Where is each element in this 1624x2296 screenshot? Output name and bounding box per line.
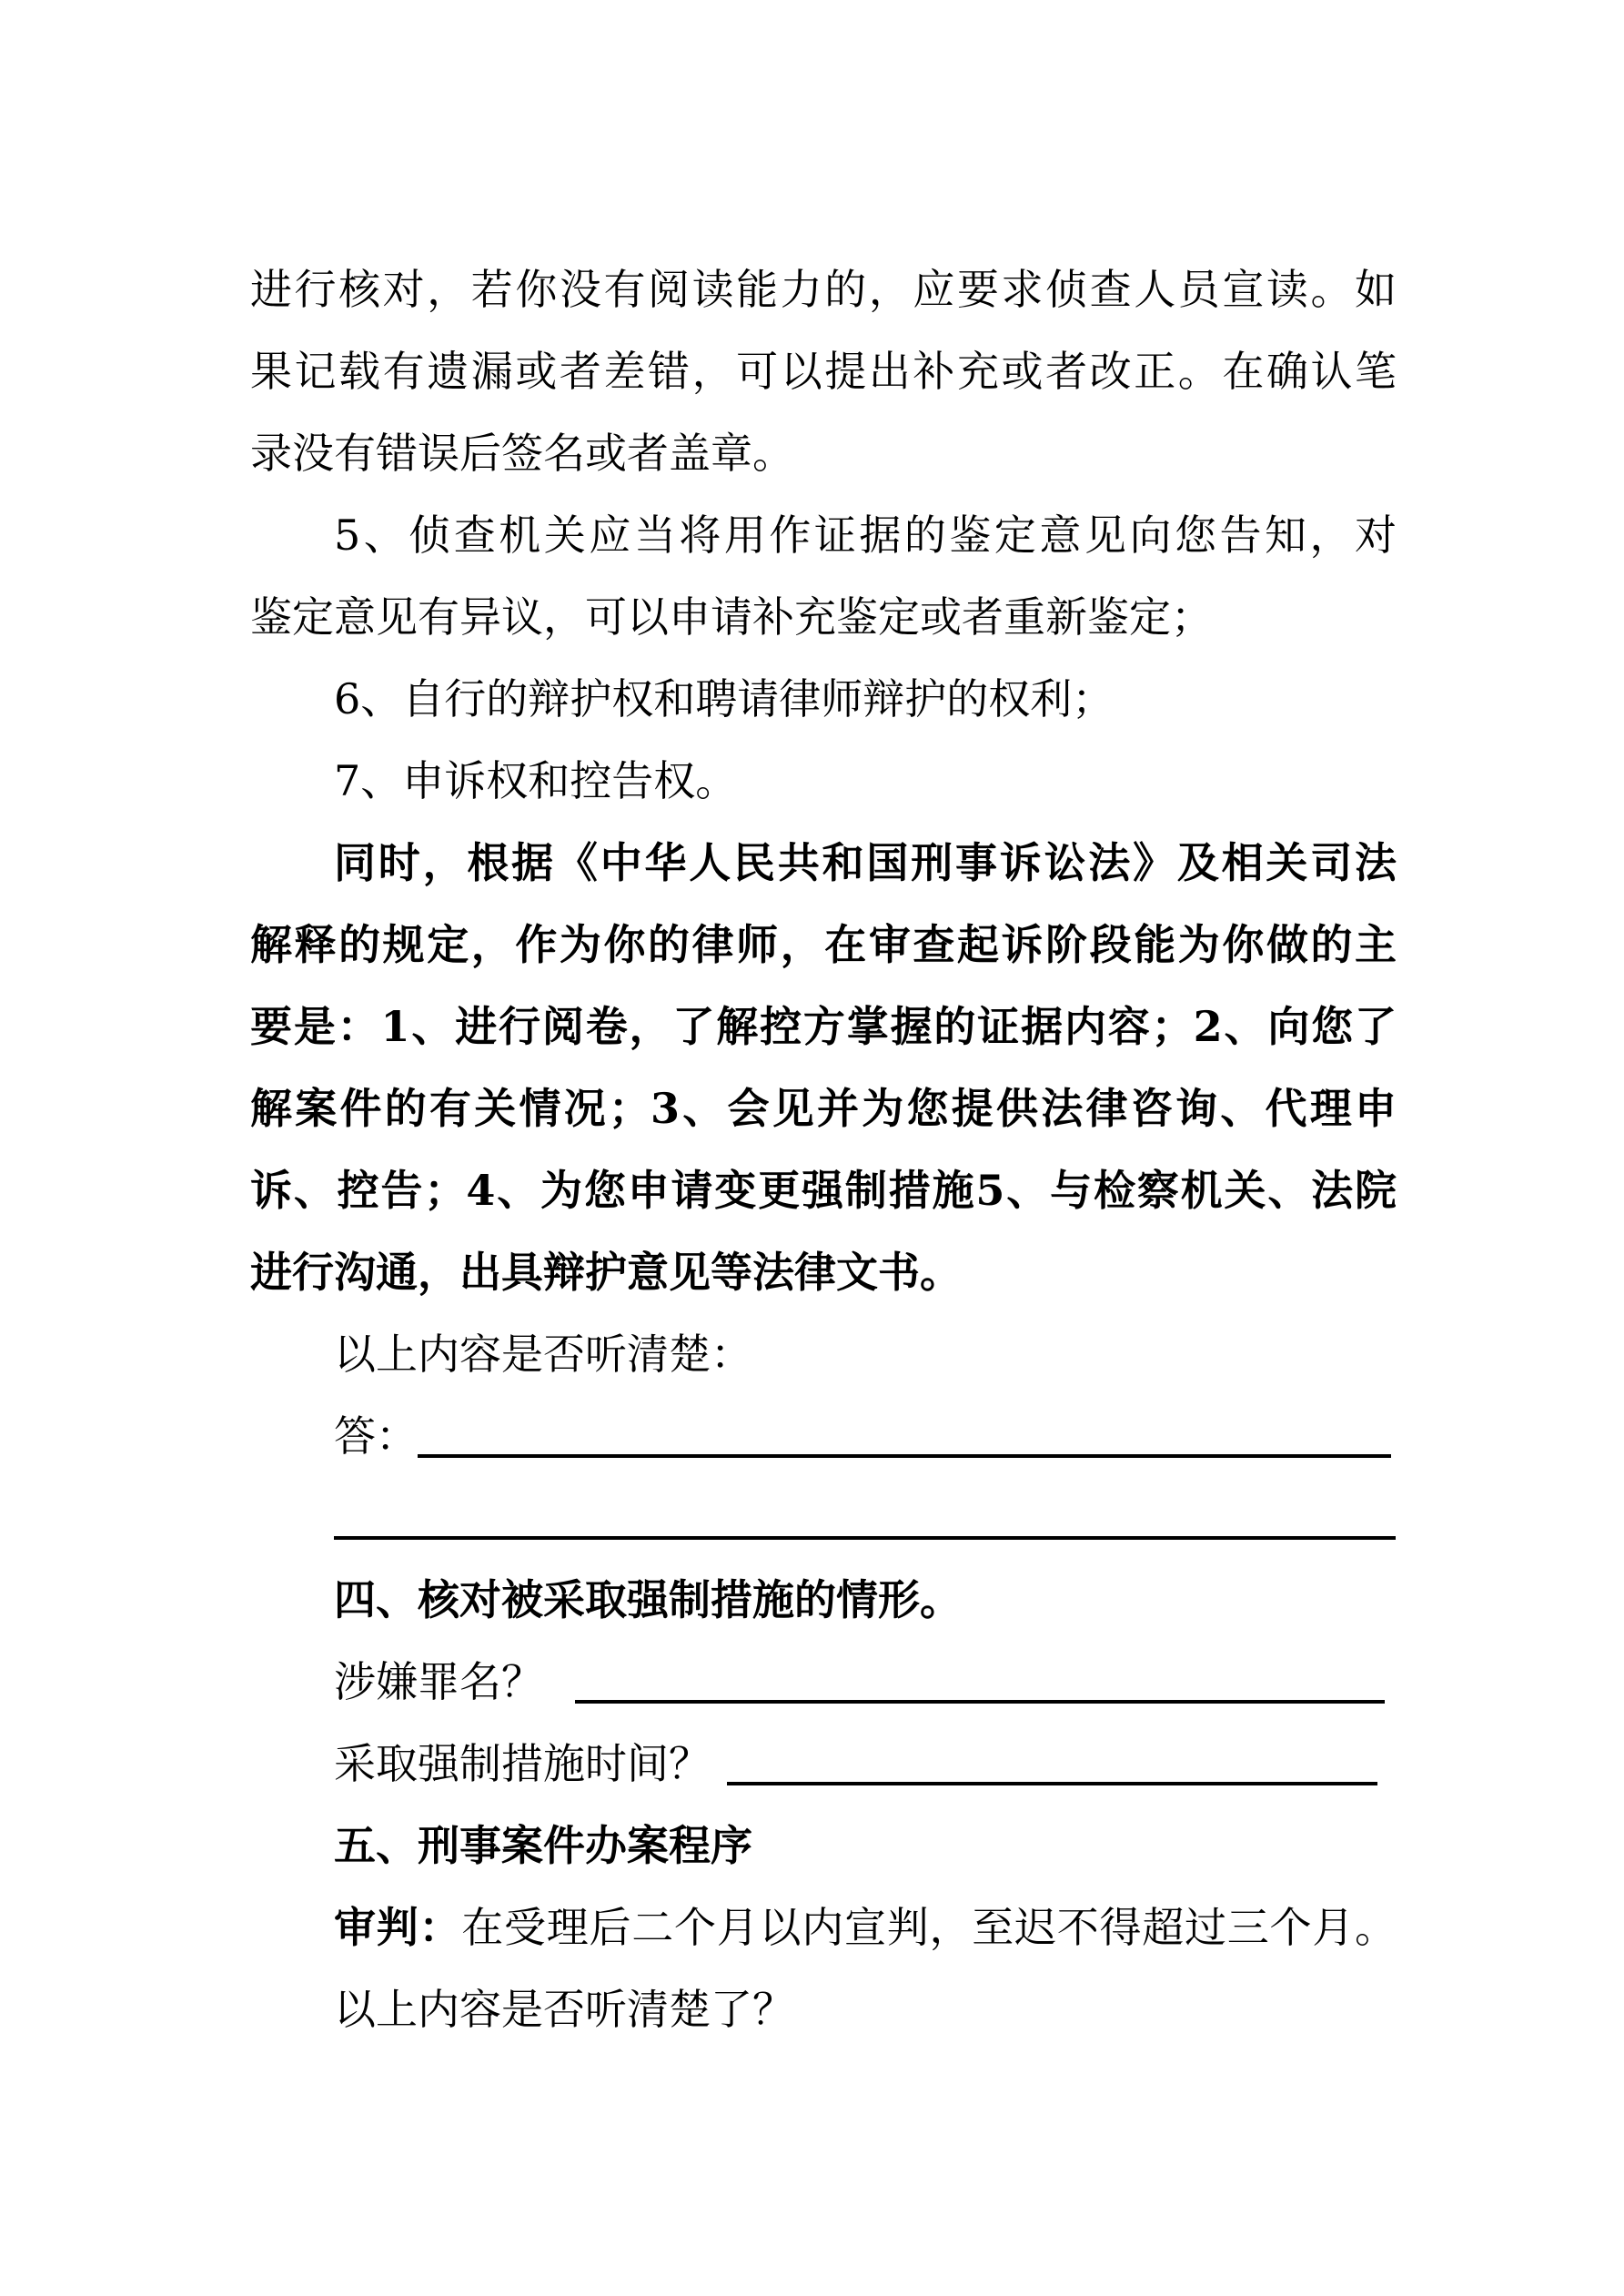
answer-continuation-blank-line	[334, 1536, 1396, 1540]
text-line	[250, 1968, 1397, 2050]
text-line	[250, 1149, 1397, 1231]
bold-text-segment: 诉、控告；4、为您申请变更强制措施5、与检察机关、法院	[250, 1166, 1397, 1215]
text-line	[250, 822, 1397, 904]
text-line	[250, 330, 1397, 412]
text-segment: 果记载有遗漏或者差错，可以提出补充或者改正。在确认笔	[250, 347, 1397, 396]
text-segment: 7、申诉权和控告权。	[334, 756, 738, 805]
measure-time-blank-line	[727, 1782, 1377, 1785]
text-segment: 5、侦查机关应当将用作证据的鉴定意见向您告知，对	[334, 511, 1397, 560]
text-line	[250, 248, 1397, 330]
text-segment: 采取强制措施时间？	[334, 1739, 711, 1788]
bold-text-segment: 同时，根据《中华人民共和国刑事诉讼法》及相关司法	[334, 838, 1397, 887]
bold-text-segment: 五、刑事案件办案程序	[334, 1821, 752, 1870]
text-line	[250, 576, 1397, 658]
bold-text-segment: 解案件的有关情况；3、会见并为您提供法律咨询、代理申	[250, 1084, 1397, 1133]
text-line	[250, 658, 1397, 740]
text-segment: 6、自行的辩护权和聘请律师辩护的权利；	[334, 674, 1115, 723]
crime-name-blank-line	[575, 1700, 1385, 1704]
bold-text-segment: 审判：	[334, 1903, 462, 1952]
bold-text-segment: 解释的规定，作为你的律师，在审查起诉阶段能为你做的主	[250, 920, 1397, 969]
text-line	[250, 1886, 1397, 1968]
bold-text-segment: 四、核对被采取强制措施的情形。	[334, 1575, 962, 1624]
text-line	[250, 1067, 1397, 1149]
text-segment: 以上内容是否听清楚了？	[334, 1985, 794, 2034]
text-segment: 录没有错误后签名或者盖章。	[250, 429, 794, 478]
bold-text-segment: 进行沟通，出具辩护意见等法律文书。	[250, 1248, 962, 1297]
text-line	[250, 1641, 1397, 1723]
text-line	[250, 412, 1397, 494]
text-line	[250, 494, 1397, 576]
bold-text-segment: 要是：1、进行阅卷，了解控方掌握的证据内容；2、向您了	[250, 1002, 1397, 1051]
text-line	[250, 1477, 1397, 1559]
text-line	[250, 1559, 1397, 1641]
text-segment: 鉴定意见有异议，可以申请补充鉴定或者重新鉴定；	[250, 592, 1213, 642]
text-segment: 在受理后二个月以内宣判，至迟不得超过三个月。	[461, 1903, 1397, 1952]
text-line	[250, 1395, 1397, 1477]
text-line	[250, 904, 1397, 986]
text-segment: 涉嫌罪名？	[334, 1657, 543, 1706]
answer-blank-line	[418, 1454, 1391, 1458]
text-line	[250, 1313, 1397, 1395]
text-segment: 答：	[334, 1411, 418, 1461]
text-line	[250, 740, 1397, 822]
text-segment: 进行核对，若你没有阅读能力的，应要求侦查人员宣读。如	[250, 265, 1397, 314]
text-line	[250, 1805, 1397, 1886]
text-line	[250, 1723, 1397, 1805]
text-line	[250, 1231, 1397, 1313]
text-line	[250, 986, 1397, 1067]
text-segment: 以上内容是否听清楚：	[334, 1330, 752, 1379]
